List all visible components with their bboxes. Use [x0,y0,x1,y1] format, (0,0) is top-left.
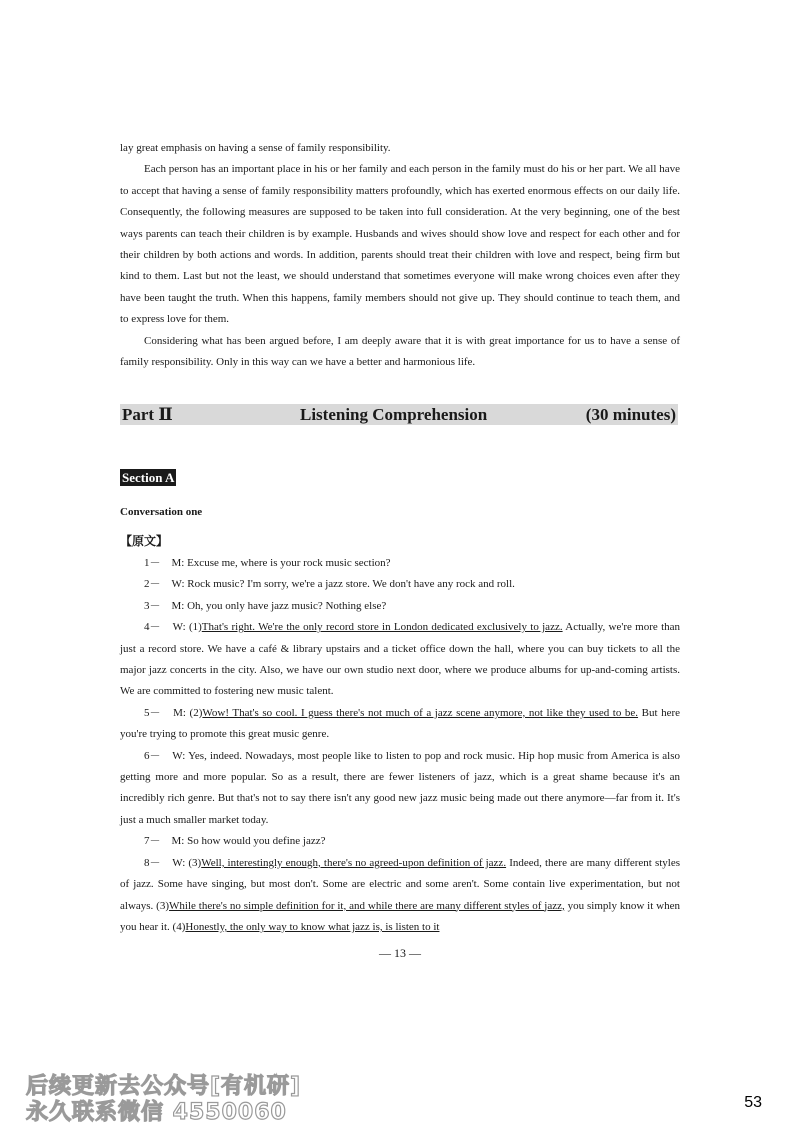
watermark-line-2: 永久联系微信 4550060 [26,1100,287,1125]
line-8-middle-1: Indeed, there are many different styles of jazz. Some have singing, but most don't. Some are electric and some aren't. Some contain live experimentation, but not always. (3) [120,856,680,912]
transcript-line-4 [120,617,680,703]
line-8-underlined-2: While there's no simple definition for it, and while there are many different styles of jazz, [169,899,565,912]
transcript-tag: 【原文】 [120,534,169,548]
corner-page-number: 53 [744,1094,762,1111]
line-5-underlined: Wow! That's so cool. I guess there's not much of a jazz scene anymore, not like they used to be. [202,706,639,719]
line-8-underlined-3: Honestly, the only way to know what jazz is, is listen to it [185,920,440,933]
watermark [26,1074,301,1126]
transcript-line-1: 1－ M: Excuse me, where is your rock music section? [144,557,391,569]
page-number: — 13 — [379,946,421,960]
transcript-line-2: 2－ W: Rock music? I'm sorry, we're a jazz store. We don't have any rock and roll. [144,578,515,591]
essay-paragraph-0: lay great emphasis on having a sense of family responsibility. [120,142,391,154]
transcript-line-7: 7－ M: So how would you define jazz? [144,835,326,848]
transcript-line-6: 6－ W: Yes, indeed. Nowadays, most people like to listen to pop and rock music. Hip hop music from America is also getting more and more popular. So as a result, there are fewer listeners of jazz, which is a great shame because it's an incredibly rich genre. But that's not to say there isn't any good new jazz music being made out there anymore—far from it. It's just a much smaller market today. [120,749,680,826]
essay-paragraph-2: Considering what has been argued before, I am deeply aware that it is with great importance for us to have a sense of family responsibility. Only in this way can we have a better and harmonious life. [120,334,680,369]
line-8-prefix: 8－ W: (3) [144,856,202,869]
transcript-line-5 [120,703,680,746]
line-5-rest: But here you're trying to promote this great music genre. [120,706,681,741]
part-label: Part Ⅱ [122,405,173,424]
line-5-prefix: 5－ M: (2) [144,706,203,719]
line-4-rest: Actually, we're more than just a record store. We have a café & library upstairs and a ticket office down the hall, where you can buy tickets to all the major jazz concerts in the city. Also, we have our own studio next door, where we produce albums for up-and-coming artists. We are committed to fostering new music talent. [120,621,681,698]
watermark-line-1: 后续更新去公众号[有机研] [26,1074,302,1099]
line-4-underlined: That's right. We're the only record store in London dedicated exclusively to jazz. [201,621,563,634]
transcript-line-3: 3－ M: Oh, you only have jazz music? Nothing else? [144,599,387,612]
transcript [120,553,680,938]
section-label: Section A [122,470,175,485]
essay-body [120,138,680,373]
line-8-underlined-1: Well, interestingly enough, there's no agreed-upon definition of jazz. [201,856,507,869]
line-4-prefix: 4－ W: (1) [144,621,202,634]
essay-paragraph-1: Each person has an important place in his or her family and each person in the family must do his or her part. We all have to accept that having a sense of family responsibility matters profoundly, which has exerted enormous effects on our daily life. Consequently, the following measures are supposed to be taken into full consideration. At the very beginning, one of the best ways parents can teach their children is by example. Husbands and wives should show love and respect for each other and for their children by both actions and words. In addition, parents should treat their children with love and respect, being firm but kind to them. Last but not the least, we should understand that sometimes everyone will make wrong choices even after they have been taught the truth. When this happens, family members should not give up. They should continue to teach them, and to express love for them. [120,163,680,326]
conversation-title: Conversation one [120,506,203,518]
part-title: Listening Comprehension [300,405,488,424]
part-header [120,404,678,425]
part-time: (30 minutes) [585,405,676,424]
transcript-line-8 [120,853,680,939]
line-8-middle-2: you simply know it when you hear it. (4) [120,899,680,933]
